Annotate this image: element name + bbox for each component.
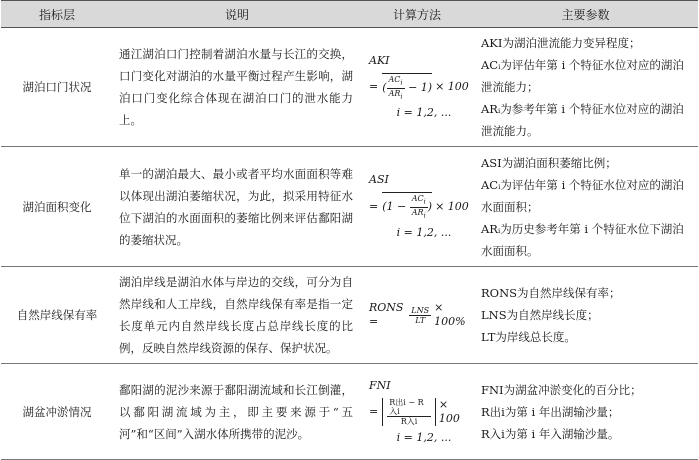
param-line: ASI为湖泊面积萎缩比例；: [481, 155, 617, 170]
header-indicator: 指标层: [1, 1, 113, 28]
indicator-cell: 湖盆冲淤情况: [1, 364, 113, 460]
params-cell: [473, 364, 698, 460]
table-row: [1, 267, 698, 364]
table-row: [1, 364, 698, 460]
header-params: 主要参数: [473, 1, 698, 28]
param-line: ACᵢ为评估年第 i 个特征水位对应的湖泊泄流能力；: [481, 58, 684, 94]
formula-cell: [361, 364, 473, 460]
params-cell: [473, 267, 698, 364]
param-line: R入i为第 i 年入湖输沙量。: [481, 426, 620, 441]
param-line: LNS为自然岸线长度；: [481, 308, 599, 322]
table-row: [1, 147, 698, 267]
formula-index: i = 1,2, ...: [396, 430, 452, 444]
param-line: ACᵢ为评估年第 i 个特征水位对应的湖泊水面面积；: [481, 177, 684, 214]
formula-index: i = 1,2, ...: [396, 106, 452, 120]
description-cell: 单一的湖泊最大、最小或者平均水面面积等难以体现出湖泊萎缩状况，为此，拟采用特征水位下湖泊的水面面积的萎缩比例来评估鄱阳湖的萎缩状况。: [113, 147, 361, 267]
param-line: AKI为湖泊泄流能力变异程度；: [481, 36, 641, 50]
header-row: [1, 1, 698, 28]
indicator-cell: 湖泊口门状况: [1, 28, 113, 147]
indicator-cell: 自然岸线保有率: [1, 267, 113, 364]
params-cell: [473, 147, 698, 267]
param-line: ARᵢ为参考年第 i 个特征水位对应的湖泊泄流能力。: [481, 102, 684, 138]
formula-expression: = ( $\frac{AC_i}{AR_i}$ − 1) × 100: [369, 74, 469, 101]
formula-name: ASI: [369, 173, 389, 187]
param-line: FNI为湖盆冲淤变化的百分比；: [481, 382, 642, 397]
description-cell: 湖泊岸线是湖泊水体与岸边的交线，可分为自然岸线和人工岸线，自然岸线保有率是指一定长度单元内自然岸线长度占总岸线长度的比例，反映自然岸线资源的保存、保护状况。: [113, 267, 361, 364]
indicator-table: [1, 0, 698, 460]
formula-expression: = $\frac{\text{R出i − R入i}}{\text{R入i}}$ × 100: [369, 397, 460, 426]
formula-cell: [361, 28, 473, 147]
formula-expression: RONS = $\frac{\text{LNS}}{LT}$ × 100%: [369, 301, 466, 328]
formula-name: FNI: [369, 378, 391, 392]
param-line: ARᵢ为历史参考年第 i 个特征水位下湖泊水面面积。: [481, 221, 684, 258]
param-line: LT为岸线总长度。: [481, 330, 576, 344]
param-line: R出i为第 i 年出湖输沙量；: [481, 404, 620, 419]
param-line: RONS为自然岸线保有率；: [481, 286, 621, 300]
indicator-cell: 湖泊面积变化: [1, 147, 113, 267]
formula-index: i = 1,2, ...: [396, 225, 452, 239]
header-method: 计算方法: [361, 1, 473, 28]
description-cell: 通江湖泊口门控制着湖泊水量与长江的交换，口门变化对湖泊的水量平衡过程产生影响，湖泊口门变化综合体现在湖泊口门的泄水能力上。: [113, 28, 361, 147]
formula-cell: [361, 267, 473, 364]
formula-expression: = (1 − $\frac{AC_i}{AR_i}$ ) × 100: [369, 194, 469, 220]
params-cell: [473, 28, 698, 147]
description-cell: 鄱阳湖的泥沙来源于鄱阳湖流域和长江倒灌，以鄱阳湖流域为主，即主要来源于“五河”和“区间”入湖水体所携带的泥沙。: [113, 364, 361, 460]
header-description: 说明: [113, 1, 361, 28]
formula-name: AKI: [369, 53, 390, 67]
formula-cell: [361, 147, 473, 267]
table-row: [1, 28, 698, 147]
